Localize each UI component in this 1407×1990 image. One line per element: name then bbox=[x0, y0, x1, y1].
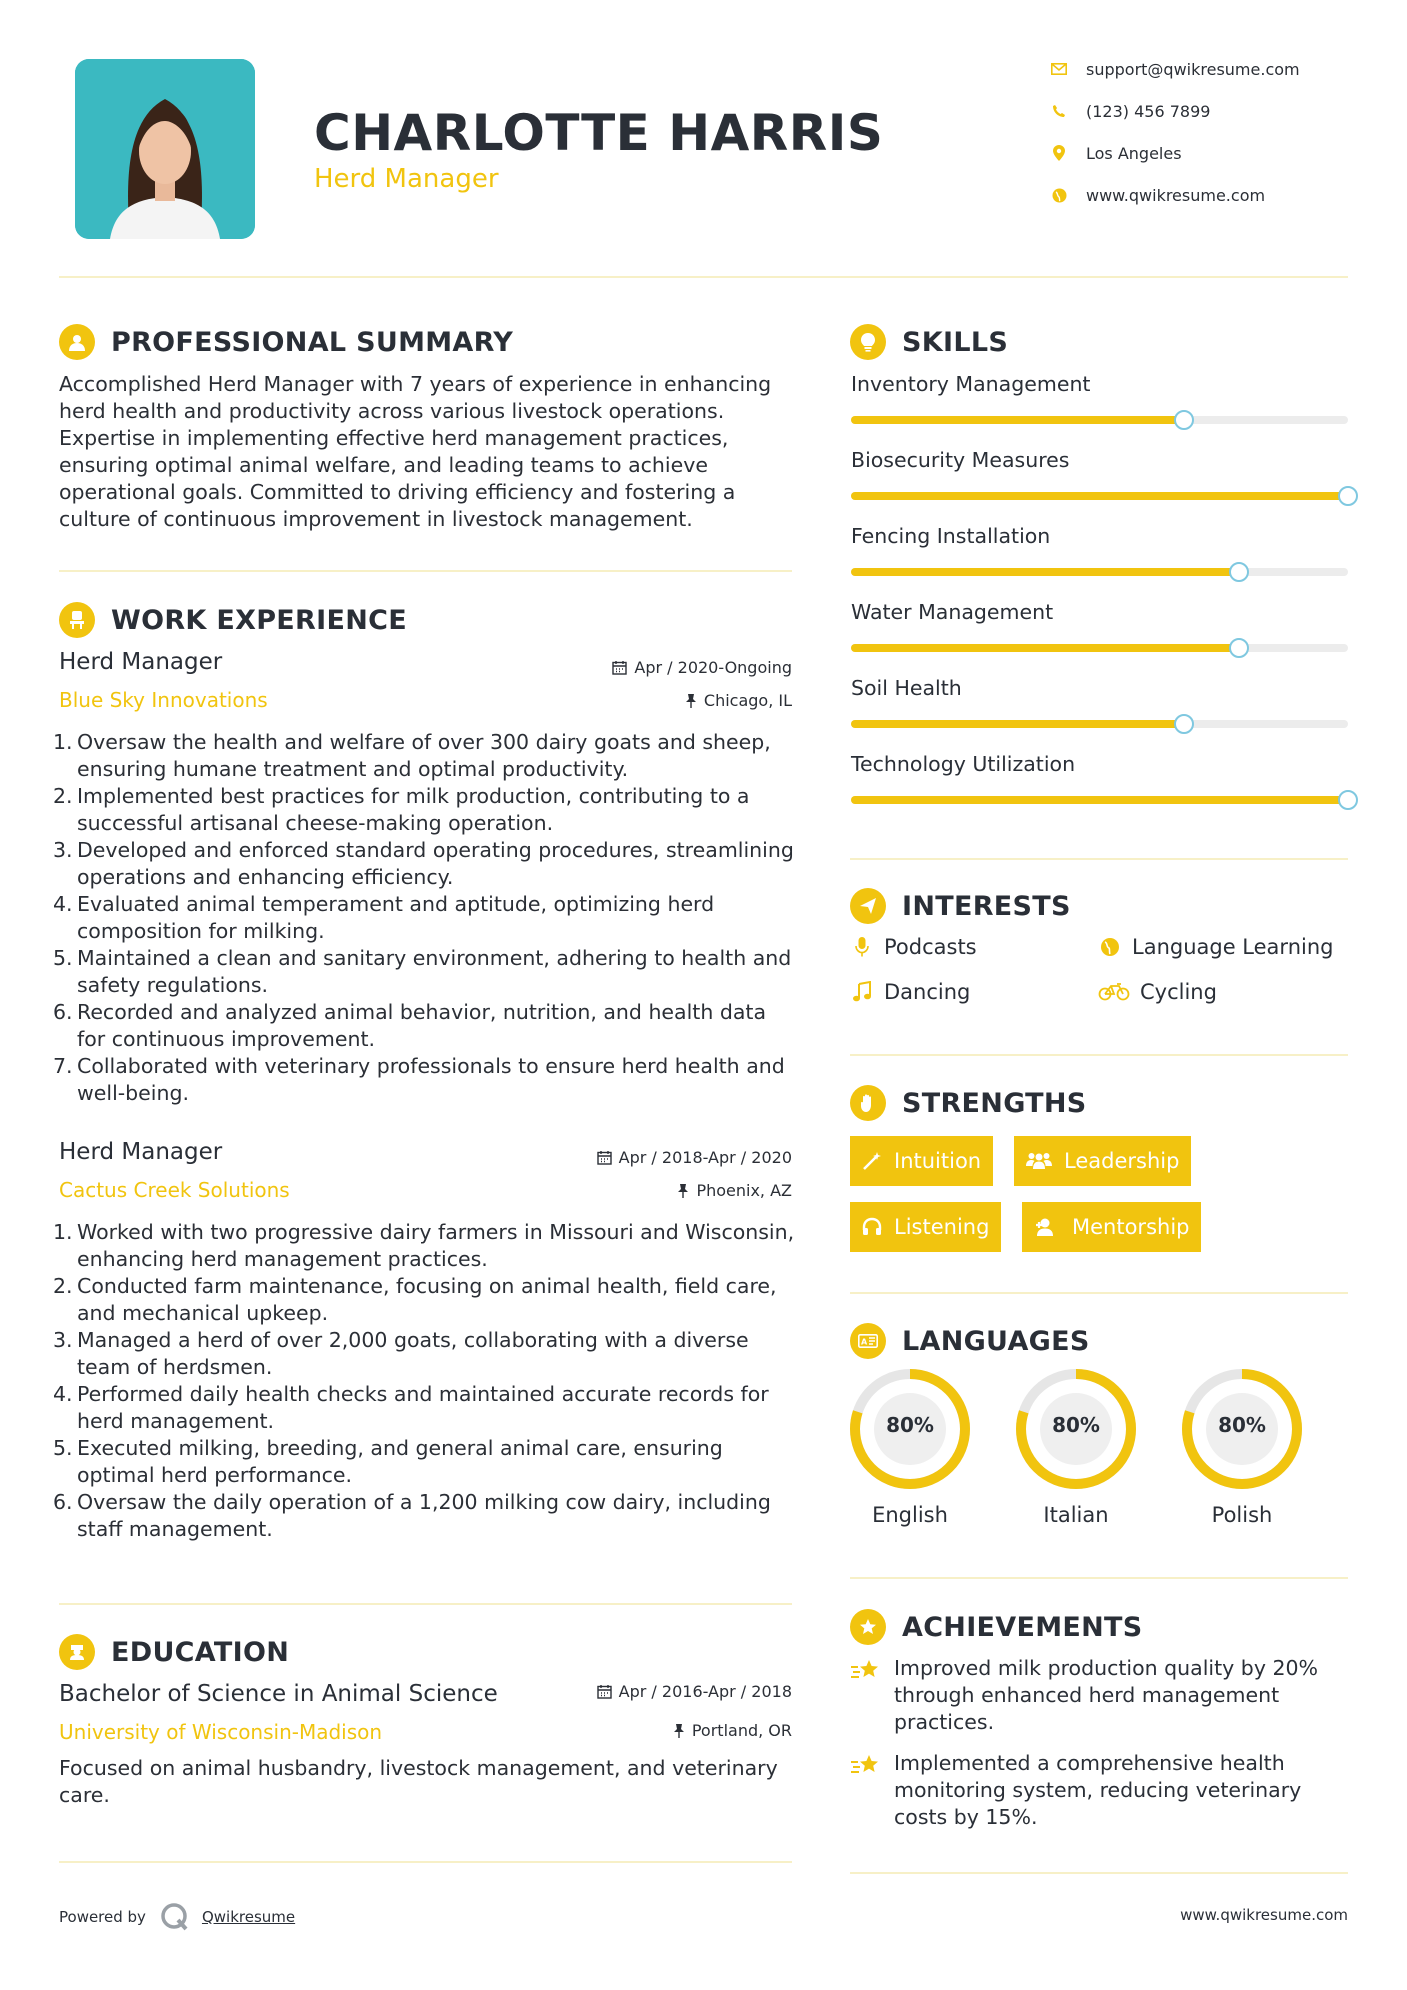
globe-icon bbox=[1048, 184, 1070, 206]
summary-title: PROFESSIONAL SUMMARY bbox=[111, 326, 514, 358]
user-icon bbox=[59, 324, 95, 360]
achievement-text: Improved milk production quality by 20% through enhanced herd management practices. bbox=[894, 1656, 1319, 1734]
skill-bar-fill bbox=[851, 796, 1348, 804]
headphones-icon bbox=[862, 1217, 882, 1237]
job-1-duties bbox=[53, 729, 799, 1107]
footer-website[interactable]: www.qwikresume.com bbox=[1180, 1906, 1348, 1924]
contact-email-text: support@qwikresume.com bbox=[1086, 59, 1300, 79]
skill-label: Soil Health bbox=[851, 676, 962, 700]
skills-divider bbox=[850, 858, 1348, 860]
strength-chip-listening bbox=[850, 1202, 1001, 1252]
user-plus-icon bbox=[1034, 1217, 1060, 1237]
languages-title: LANGUAGES bbox=[902, 1325, 1090, 1357]
achievement-text: Implemented a comprehensive health monitoring system, reducing veterinary costs by 15%. bbox=[894, 1751, 1302, 1829]
interest-label: Podcasts bbox=[884, 935, 977, 959]
education-text: Focused on animal husbandry, livestock management, and veterinary care. bbox=[59, 1756, 778, 1807]
skill-slider-handle bbox=[1338, 486, 1358, 506]
skill-bar-fill bbox=[851, 416, 1184, 424]
skill-bar bbox=[851, 720, 1348, 728]
pushpin-icon bbox=[673, 1723, 685, 1738]
globe-icon bbox=[1098, 935, 1122, 959]
skills-heading bbox=[850, 322, 1008, 362]
list-item: 1. Worked with two progressive dairy farmers in Missouri and Wisconsin, enhancing herd management practices. bbox=[53, 1220, 795, 1271]
languages-divider bbox=[850, 1577, 1348, 1579]
list-item: 4. Performed daily health checks and maintained accurate records for herd management. bbox=[53, 1382, 769, 1433]
education-divider bbox=[59, 1861, 792, 1863]
list-item: 3. Developed and enforced standard operating procedures, streamlining operations and enhancing efficiency. bbox=[53, 838, 794, 889]
language-item bbox=[1014, 1367, 1138, 1527]
summary-text: Accomplished Herd Manager with 7 years of experience in enhancing herd health and productivity across various livestock operations. Expertise in implementing effective herd management practices, ensuring optimal animal welfare, and leading teams to achieve operational goals. Committed to driving efficiency and fostering a culture of continuous improvement in livestock management. bbox=[59, 372, 772, 531]
skill-label: Biosecurity Measures bbox=[851, 448, 1070, 472]
education-degree: Bachelor of Science in Animal Science bbox=[59, 1681, 498, 1707]
contact-location-text: Los Angeles bbox=[1086, 143, 1182, 163]
interest-label: Dancing bbox=[884, 980, 971, 1004]
education-school: University of Wisconsin-Madison bbox=[59, 1720, 383, 1744]
calendar-icon bbox=[612, 660, 627, 675]
star-badge-icon bbox=[850, 1609, 886, 1645]
interest-cycling bbox=[1098, 980, 1217, 1004]
music-note-icon bbox=[850, 980, 874, 1004]
achievement-item bbox=[850, 1655, 1340, 1736]
interest-podcasts bbox=[850, 935, 977, 959]
list-item: 4. Evaluated animal temperament and aptitude, optimizing herd composition for milking. bbox=[53, 892, 715, 943]
svg-text:A: A bbox=[861, 1337, 868, 1347]
contact-location bbox=[1048, 138, 1368, 168]
experience-title: WORK EXPERIENCE bbox=[111, 604, 407, 636]
chair-icon bbox=[59, 602, 95, 638]
strength-label: Intuition bbox=[894, 1149, 982, 1173]
job-1-dates-text: Apr / 2020-Ongoing bbox=[634, 658, 792, 677]
skill-bar bbox=[851, 492, 1348, 500]
summary-heading bbox=[59, 322, 513, 362]
job-1-dates bbox=[612, 658, 792, 677]
language-item bbox=[848, 1367, 972, 1527]
envelope-icon bbox=[1048, 58, 1070, 80]
skill-label: Inventory Management bbox=[851, 372, 1091, 396]
shooting-star-icon bbox=[850, 1750, 882, 1831]
map-pin-icon bbox=[1048, 142, 1070, 164]
achievement-item bbox=[850, 1750, 1340, 1831]
strength-chip-leadership bbox=[1014, 1136, 1191, 1186]
skill-bar bbox=[851, 416, 1348, 424]
language-card-icon bbox=[850, 1323, 886, 1359]
list-item: 5. Executed milking, breeding, and general animal care, ensuring optimal herd performance. bbox=[53, 1436, 723, 1487]
skill-label: Technology Utilization bbox=[851, 752, 1076, 776]
strength-chip-intuition bbox=[850, 1136, 993, 1186]
achievements-title: ACHIEVEMENTS bbox=[902, 1611, 1143, 1643]
interests-heading bbox=[850, 886, 1071, 926]
list-item: 6. Oversaw the daily operation of a 1,200 milking cow dairy, including staff management. bbox=[53, 1490, 771, 1541]
skill-slider-handle bbox=[1338, 790, 1358, 810]
interest-language-learning bbox=[1098, 935, 1333, 959]
experience-heading bbox=[59, 600, 407, 640]
language-name: Polish bbox=[1211, 1503, 1273, 1527]
list-item: 2. Implemented best practices for milk production, contributing to a successful artisanal cheese-making operation. bbox=[53, 784, 750, 835]
skills-title: SKILLS bbox=[902, 326, 1009, 358]
powered-by-text: Powered by bbox=[59, 1908, 146, 1926]
job-2-duties bbox=[53, 1219, 799, 1543]
skill-slider-handle bbox=[1229, 638, 1249, 658]
language-percent: 80% bbox=[1052, 1413, 1100, 1437]
list-item: 5. Maintained a clean and sanitary environment, adhering to health and safety regulations. bbox=[53, 946, 792, 997]
paper-plane-icon bbox=[850, 888, 886, 924]
graduation-icon bbox=[59, 1634, 95, 1670]
group-icon bbox=[1026, 1151, 1052, 1171]
education-heading bbox=[59, 1632, 289, 1672]
skill-bar-fill bbox=[851, 492, 1348, 500]
strength-label: Leadership bbox=[1064, 1149, 1180, 1173]
skill-label: Fencing Installation bbox=[851, 524, 1051, 548]
interest-label: Language Learning bbox=[1132, 935, 1334, 959]
list-item: 7. Collaborated with veterinary professionals to ensure herd health and well-being. bbox=[53, 1054, 785, 1105]
qwikresume-logo-icon bbox=[160, 1902, 190, 1932]
pushpin-icon bbox=[685, 693, 697, 708]
job-2-title: Herd Manager bbox=[59, 1139, 223, 1165]
job-2-company: Cactus Creek Solutions bbox=[59, 1178, 290, 1202]
achievements-divider bbox=[850, 1872, 1348, 1874]
strength-chip-mentorship bbox=[1022, 1202, 1201, 1252]
language-item bbox=[1180, 1367, 1304, 1527]
profile-photo bbox=[75, 59, 255, 239]
bicycle-icon bbox=[1098, 980, 1130, 1004]
shooting-star-icon bbox=[850, 1655, 882, 1736]
contact-website[interactable] bbox=[1048, 180, 1368, 210]
job-1-company: Blue Sky Innovations bbox=[59, 688, 268, 712]
education-location bbox=[673, 1721, 792, 1740]
skill-slider-handle bbox=[1174, 410, 1194, 430]
magic-wand-icon bbox=[862, 1151, 882, 1171]
skill-bar-fill bbox=[851, 720, 1184, 728]
job-2-dates-text: Apr / 2018-Apr / 2020 bbox=[618, 1148, 792, 1167]
contact-website-text: www.qwikresume.com bbox=[1086, 185, 1266, 205]
summary-divider bbox=[59, 570, 792, 572]
education-dates-text: Apr / 2016-Apr / 2018 bbox=[618, 1682, 792, 1701]
job-1-location bbox=[685, 691, 792, 710]
skill-bar bbox=[851, 568, 1348, 576]
interests-divider bbox=[850, 1054, 1348, 1056]
list-item: 6. Recorded and analyzed animal behavior, nutrition, and health data for continuous improvement. bbox=[53, 1000, 767, 1051]
list-item: 3. Managed a herd of over 2,000 goats, collaborating with a diverse team of herdsmen. bbox=[53, 1328, 749, 1379]
pushpin-icon bbox=[677, 1183, 689, 1198]
skill-bar-fill bbox=[851, 644, 1239, 652]
strength-label: Mentorship bbox=[1072, 1215, 1190, 1239]
skill-bar bbox=[851, 644, 1348, 652]
footer-powered-by bbox=[59, 1902, 295, 1932]
languages-heading bbox=[850, 1321, 1090, 1361]
language-name: Italian bbox=[1043, 1503, 1109, 1527]
calendar-icon bbox=[597, 1150, 612, 1165]
calendar-icon bbox=[597, 1684, 612, 1699]
language-name: English bbox=[872, 1503, 948, 1527]
skill-bar bbox=[851, 796, 1348, 804]
education-dates bbox=[597, 1682, 792, 1701]
lightbulb-icon bbox=[850, 324, 886, 360]
achievements-heading bbox=[850, 1607, 1143, 1647]
contact-email[interactable] bbox=[1048, 54, 1368, 84]
education-title: EDUCATION bbox=[111, 1636, 290, 1668]
job-1-title: Herd Manager bbox=[59, 649, 223, 675]
language-percent: 80% bbox=[886, 1413, 934, 1437]
skill-label: Water Management bbox=[851, 600, 1054, 624]
hand-icon bbox=[850, 1085, 886, 1121]
strengths-divider bbox=[850, 1292, 1348, 1294]
interests-title: INTERESTS bbox=[902, 890, 1071, 922]
strengths-title: STRENGTHS bbox=[902, 1087, 1087, 1119]
list-item: 1. Oversaw the health and welfare of over 300 dairy goats and sheep, ensuring humane treatment and optimal productivity. bbox=[53, 730, 771, 781]
strengths-heading bbox=[850, 1083, 1087, 1123]
interest-label: Cycling bbox=[1140, 980, 1217, 1004]
microphone-icon bbox=[850, 935, 874, 959]
candidate-name: CHARLOTTE HARRIS bbox=[314, 104, 884, 162]
contact-phone-text: (123) 456 7899 bbox=[1086, 101, 1211, 121]
job-2-dates bbox=[597, 1148, 792, 1167]
skill-slider-handle bbox=[1174, 714, 1194, 734]
skill-slider-handle bbox=[1229, 562, 1249, 582]
job-2-location bbox=[677, 1181, 792, 1200]
skill-bar-fill bbox=[851, 568, 1239, 576]
interest-dancing bbox=[850, 980, 970, 1004]
language-percent: 80% bbox=[1218, 1413, 1266, 1437]
experience-divider bbox=[59, 1603, 792, 1605]
job-1-location-text: Chicago, IL bbox=[703, 691, 792, 710]
list-item: 2. Conducted farm maintenance, focusing on animal health, field care, and mechanical upkeep. bbox=[53, 1274, 777, 1325]
candidate-role: Herd Manager bbox=[314, 164, 499, 194]
header-divider bbox=[59, 276, 1348, 278]
job-2-location-text: Phoenix, AZ bbox=[696, 1181, 792, 1200]
education-location-text: Portland, OR bbox=[691, 1721, 792, 1740]
strength-label: Listening bbox=[894, 1215, 990, 1239]
contact-phone[interactable] bbox=[1048, 96, 1368, 126]
qwikresume-link[interactable]: Qwikresume bbox=[201, 1908, 296, 1926]
phone-icon bbox=[1048, 100, 1070, 122]
